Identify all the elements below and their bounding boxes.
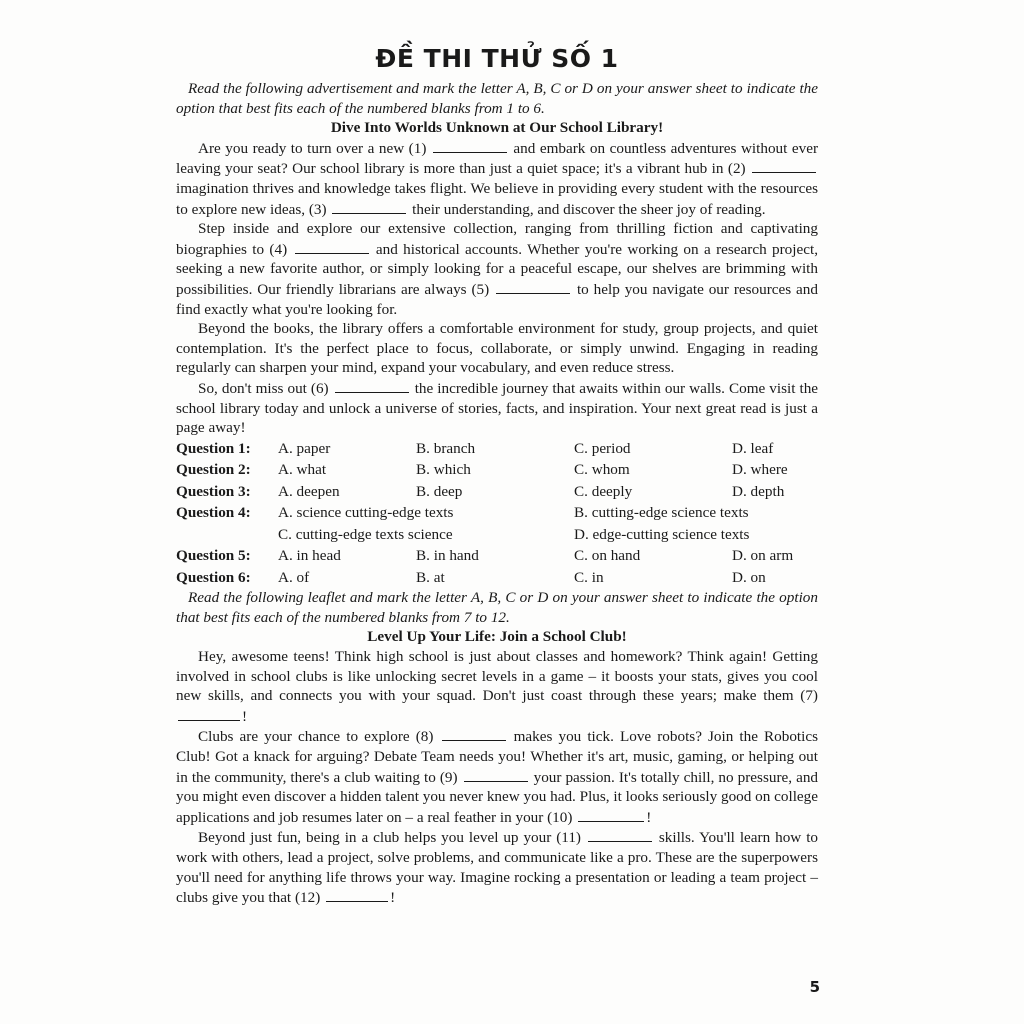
blank-8 (442, 726, 506, 741)
blank-3 (332, 199, 406, 214)
option-a: A. deepen (278, 482, 340, 500)
option-b: B. branch (416, 439, 476, 457)
section1-paragraph-4 (176, 378, 818, 438)
option-d: D. leaf (732, 439, 774, 457)
blank-1 (433, 138, 507, 153)
section2-paragraph-2 (176, 726, 818, 827)
option-a: A. what (278, 461, 327, 479)
option-d: D. depth (732, 482, 785, 500)
question-label: Question 5: (176, 547, 251, 565)
option-c: C. period (574, 439, 631, 457)
blank-10 (578, 807, 644, 822)
section1-heading: Dive Into Worlds Unknown at Our School Library! (330, 119, 664, 137)
section2-instruction: Read the following leaflet and mark the letter A, B, C or D on your answer sheet to indicate the option that best fits each of the numbered blanks from 7 to 12. (176, 589, 818, 626)
option-b: B. cutting-edge science texts (574, 504, 749, 522)
option-c: C. whom (574, 461, 630, 479)
option-a: A. of (278, 568, 310, 586)
question-1 (176, 438, 818, 460)
option-c: C. in (574, 568, 604, 586)
text-run: ! (390, 889, 396, 907)
section1-paragraph-1 (176, 138, 818, 219)
option-a: A. science cutting-edge texts (278, 504, 454, 522)
option-c: C. deeply (574, 482, 633, 500)
text-run: Hey, awesome teens! Think high school is just about classes and homework? Think again! Getting involved in school clubs is like unlocking secret levels in a game – it boosts your stats, gives you cool new skills, and connects you with your squad. Don't just coast through these years; make them (7) (176, 647, 818, 705)
blank-12 (326, 887, 388, 902)
question-label: Question 4: (176, 504, 251, 522)
option-d: D. on (732, 568, 766, 586)
section1-paragraph-3: Beyond the books, the library offers a comfortable environment for study, group projects, and quiet contemplation. It's the perfect place to focus, collaborate, or simply unwind. Engaging in reading regularly can sharpen your mind, expand your vocabulary, and even reduce stress. (176, 320, 818, 377)
text-run: Beyond just fun, being in a club helps you level up your (11) (198, 829, 581, 847)
page-number: 5 (809, 978, 820, 996)
blank-7 (178, 706, 240, 721)
text-run: ! (242, 707, 248, 725)
option-c: C. cutting-edge texts science (278, 525, 453, 543)
text-run: and historical accounts. Whether you're working on a research project, seeking a new favorite author, or simply looking for a peaceful escape, our shelves are brimming with possibilities. Our friendly librarians are always (5) (176, 240, 818, 298)
section1-instruction: Read the following advertisement and mark the letter A, B, C or D on your answer sheet to indicate the option that best fits each of the numbered blanks from 1 to 6. (176, 80, 818, 117)
option-b: B. at (416, 568, 445, 586)
blank-2 (752, 158, 816, 173)
blank-11 (588, 827, 652, 842)
text-run: your passion. It's totally chill, no pressure, and you might even discover a hidden talent you never knew you had. Plus, it looks seriously good on college applications and job resumes later on – a real feather in your (10) (176, 768, 819, 826)
option-b: B. in hand (416, 547, 479, 565)
section2-heading: Level Up Your Life: Join a School Club! (367, 628, 627, 646)
page-content (176, 42, 818, 908)
text-run: the incredible journey that awaits within our walls. Come visit the school library today and unlock a universe of stories, facts, and inspiration. Your next great read is just a page away! (176, 379, 819, 437)
question-2 (176, 459, 818, 481)
text-run: Step inside and explore our extensive collection, ranging from thrilling fiction and captivating biographies to (4) (176, 220, 818, 258)
question-3 (176, 481, 818, 503)
section2-paragraph-1 (176, 647, 818, 726)
text-run: makes you tick. Love robots? Join the Robotics Club! Got a knack for arguing? Debate Team needs you! Whether it's art, music, gaming, or helping out in the community, there's a club waiting to (9) (176, 728, 819, 786)
option-a: A. in head (278, 547, 341, 565)
option-d: D. on arm (732, 547, 794, 565)
question-label: Question 6: (176, 568, 251, 586)
option-a: A. paper (278, 439, 331, 457)
text-run: Are you ready to turn over a new (1) (198, 139, 427, 157)
option-d: D. edge-cutting science texts (574, 525, 750, 543)
option-c: C. on hand (574, 547, 641, 565)
page-title: ĐỀ THI THỬ SỐ 1 (375, 44, 619, 73)
text-run: skills. You'll learn how to work with others, lead a project, solve problems, and communicate like a pro. These are the superpowers you'll need for anything life throws your way. Imagine rocking a presentation or leading a team project – clubs give you that (12) (176, 829, 819, 907)
text-run: So, don't miss out (6) (198, 379, 329, 397)
questions-1-6 (176, 438, 818, 589)
section1-paragraph-2 (176, 219, 818, 319)
question-label: Question 2: (176, 461, 251, 479)
blank-6 (335, 378, 409, 393)
question-label: Question 1: (176, 439, 251, 457)
text-run: ! (646, 808, 652, 826)
section2-paragraph-3 (176, 827, 818, 907)
question-4 (176, 502, 818, 524)
option-b: B. which (416, 461, 471, 479)
option-d: D. where (732, 461, 788, 479)
blank-9 (464, 767, 528, 782)
text-run: imagination thrives and knowledge takes flight. We believe in providing every student with the resources to explore new ideas, (3) (176, 179, 818, 218)
blank-4 (295, 239, 369, 254)
option-b: B. deep (416, 482, 463, 500)
text-run: and embark on countless adventures without ever leaving your seat? Our school library is more than just a quiet space; it's a vibrant hub in (2) (176, 139, 818, 178)
text-run: to help you navigate our resources and find exactly what you're looking for. (176, 280, 818, 318)
question-6 (176, 567, 818, 589)
question-label: Question 3: (176, 482, 251, 500)
question-5 (176, 545, 818, 567)
question-4-continued (176, 524, 818, 546)
blank-5 (496, 279, 570, 294)
text-run: Clubs are your chance to explore (8) (198, 728, 434, 746)
text-run: their understanding, and discover the sheer joy of reading. (412, 200, 766, 218)
